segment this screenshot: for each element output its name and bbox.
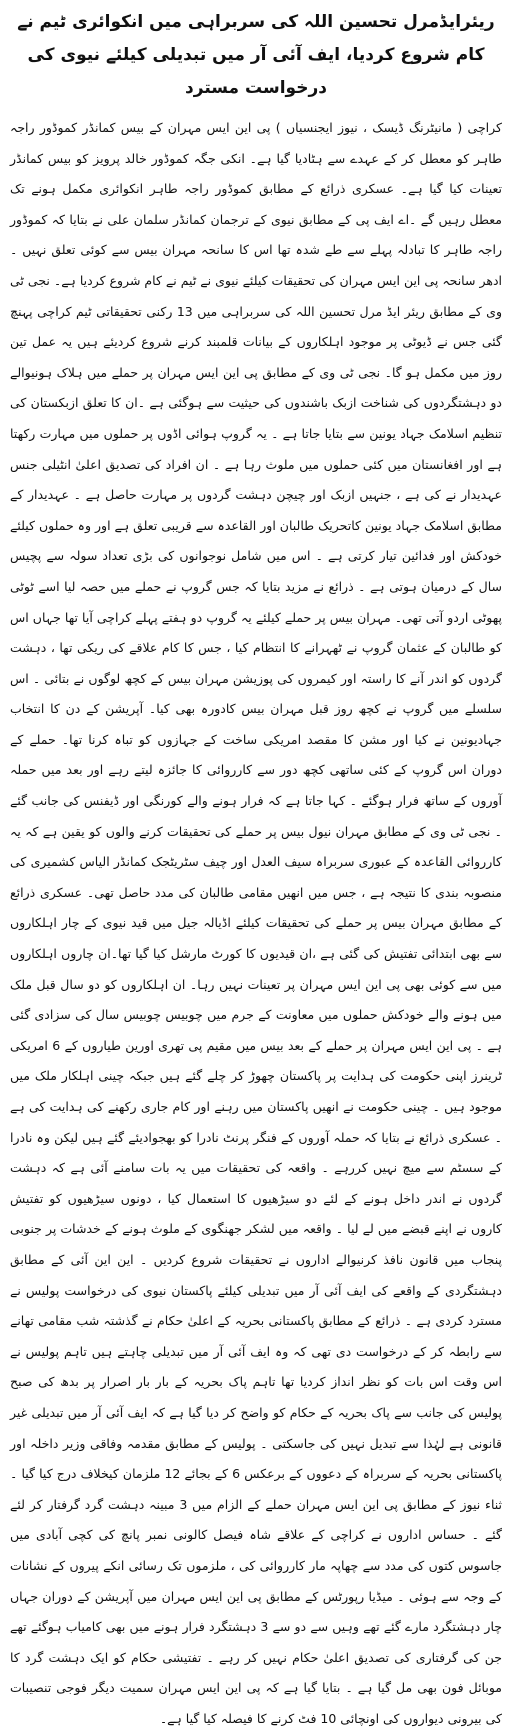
headline: ریئرایڈمرل تحسین اللہ کی سربراہی میں انکوائری ٹیم نے کام شروع کردیا، ایف آئی آر میں تبدیلی کیلئے نیوی کی درخواست مسترد xyxy=(17,12,495,98)
article-paragraph: کراچی ( مانیٹرنگ ڈیسک ، نیوز ایجنسیاں ) پی این ایس مہران کے بیس کمانڈر کموڈور راجہ طاہر کو معطل کر کے عہدے سے ہٹادیا گیا ہے۔ انکی جگہ کموڈور خالد پرویز کو بیس کمانڈر تعینات کیا گیا ہے۔ عسکری ذرائع کے مطابق کموڈور راجہ طاہر انکوائری مکمل ہونے تک معطل رہیں گے ۔اے ایف پی کے مطابق نیوی کے ترجمان کمانڈر سلمان علی نے بتایا کہ کموڈور راجہ طاہر کا تبادلہ پہلے سے طے شدہ تھا اس کا سانحہ مہران بیس سے کوئی تعلق نہیں ۔ ادھر سانحہ پی این ایس مہران کی تحقیقات کیلئے نیوی نے ٹیم نے کام شروع کردیا ہے۔ نجی ٹی وی کے مطابق ریئر ایڈ مرل تحسین اللہ کی سربراہی میں 13 رکنی تحقیقاتی ٹیم کراچی پہنچ گئی جس نے ڈیوٹی پر موجود اہلکاروں کے بیانات قلمبند کرنے شروع کردیئے ہیں یہ عمل تین روز میں مکمل ہو گا۔ نجی ٹی وی کے مطابق پی این ایس مہران پر حملے میں ہلاک ہونیوالے دو دہشتگردوں کی شناخت ازبک باشندوں کی حیثیت سے ہوگئی ہے ۔ان کا تعلق ازبکستان کی تنظیم اسلامک جہاد یونین سے بتایا جاتا ہے ۔ یہ گروپ ہوائی اڈوں پر حملوں میں مہارت رکھتا ہے اور افغانستان میں کئی حملوں میں ملوث رہا ہے ۔ ان افراد کی تصدیق اعلیٰ انٹیلی جنس عہدیدار نے کی ہے ، جنہیں ازبک اور چیچن دہشت گردوں پر مہارت حاصل ہے ۔ عہدیدار کے مطابق اسلامک جہاد یونین کاتحریک طالبان اور القاعدہ سے قریبی تعلق ہے اور وہ حملوں کیلئے خودکش اور فدائین تیار کرتی ہے ۔ اس میں شامل نوجوانوں کی بڑی تعداد سولہ سے پچیس سال کے درمیان ہوتی ہے ۔ ذرائع نے مزید بتایا کہ جس گروپ نے حملے میں حصہ لیا اسے ٹوٹی پھوٹی اردو آتی تھی۔ مہران بیس پر حملے کیلئے یہ گروپ دو ہفتے پہلے کراچی آیا تھا جہاں اس کو طالبان کے عثمان گروپ نے ٹھہرانے کا انتظام کیا ، جس کا کام علاقے کی ریکی تھا ، دہشت گردوں کو اندر آنے کا راستہ اور کیمروں کی پوزیشن مہران بیس کے کچھ لوگوں نے بتائی ۔ اس سلسلے میں گروپ نے کچھ روز قبل مہران بیس کادورہ بھی کیا۔ آپریشن کے دن کا انتخاب جہادیونین نے کیا اور مشن کا مقصد امریکی ساخت کے جہازوں کو تباہ کرنا تھا۔ حملے کے دوران اس گروپ کے کئی ساتھی کچھ دور سے کارروائی کا جائزہ لیتے رہے اور بعد میں حملہ آوروں کے ساتھ فرار ہوگئے ۔ کہا جاتا ہے کہ فرار ہونے والے کورنگی اور ڈیفنس کی جانب گئے ۔ نجی ٹی وی کے مطابق مہران نیول بیس پر حملے کی تحقیقات کرنے والوں کو یقین ہے کہ یہ کارروائی القاعدہ کے عبوری سربراہ سیف العدل اور چیف سٹریٹجک کمانڈر الیاس کشمیری کی منصوبہ بندی کا نتیجہ ہے ، جس میں انھیں مقامی طالبان کی مدد حاصل تھی۔ عسکری ذرائع کے مطابق مہران بیس پر حملے کی تحقیقات کیلئے اڈیالہ جیل میں قید نیوی کے چار اہلکاروں سے بھی ابتدائی تفتیش کی گئی ہے ،ان قیدیوں کا کورٹ مارشل کیا گیا تھا۔ان چاروں اہلکاروں میں سے کوئی بھی پی این ایس مہران پر تعینات نہیں رہا۔ ان اہلکاروں کو دو سال قبل ملک میں ہونے والے خودکش حملوں میں معاونت کے جرم میں چوبیس چوبیس سال کی سزادی گئی ہے ۔ پی این ایس مہران پر حملے کے بعد بیس میں مقیم پی تھری اورین طیاروں کے 6 امریکی ٹرینرز اپنی حکومت کی ہدایت پر پاکستان چھوڑ کر چلے گئے ہیں جبکہ چینی اہلکار ملک میں موجود ہیں ۔ چینی حکومت نے انھیں پاکستان میں رہنے اور کام جاری رکھنے کی ہدایت کی ہے ۔ عسکری ذرائع نے بتایا کہ حملہ آوروں کے فنگر پرنٹ نادرا کو بھجوادیئے گئے ہیں لیکن وہ نادرا کے سسٹم سے میچ نہیں کررہے ۔ واقعہ کی تحقیقات میں یہ بات سامنے آئی ہے کہ دہشت گردوں نے اندر داخل ہونے کے لئے دو سیڑھیوں کا استعمال کیا ، دونوں سیڑھیوں کو تفتیش کاروں نے اپنے قبضے میں لے لیا ۔ واقعہ میں لشکر جھنگوی کے ملوث ہونے کے خدشات پر جنوبی پنجاب میں قانون نافذ کرنیوالے اداروں نے تحقیقات شروع کردیں ۔ این این آئی کے مطابق دہشتگردی کے واقعے کی ایف آئی آر میں تبدیلی کیلئے پاکستان نیوی کی درخواست پولیس نے مسترد کردی ہے ۔ ذرائع کے مطابق پاکستانی بحریہ کے اعلیٰ حکام نے گذشتہ شب مقامی تھانے سے رابطہ کر کے درخواست دی تھی کہ وہ ایف آئی آر میں تبدیلی چاہتے ہیں تاہم پولیس نے اس وقت اس بات کو نظر انداز کردیا تھا تاہم پاک بحریہ کے بار بار اصرار پر بدھ کی صبح پولیس کی جانب سے پاک بحریہ کے حکام کو واضح کر دیا گیا ہے کہ ایف آئی آر میں تبدیلی غیر قانونی ہے لہٰذا سے تبدیل نہیں کی جاسکتی ۔ پولیس کے مطابق مقدمہ وفاقی وزیر داخلہ اور پاکستانی بحریہ کے سربراہ کے دعووں کے برعکس 6 کے بجائے 12 ملزمان کیخلاف درج کیا گیا ۔ ثناء نیوز کے مطابق پی این ایس مہران حملے کے الزام میں 3 مبینہ دہشت گرد گرفتار کر لئے گئے ۔ حساس اداروں نے کراچی کے علاقے شاہ فیصل کالونی نمبر پانچ کی کچی آبادی میں جاسوس کتوں کی مدد سے چھاپہ مار کارروائی کی ، ملزموں تک رسائی انکے پیروں کے نشانات کے وجہ سے ہوئی ۔ میڈیا رپورٹس کے مطابق پی این ایس مہران میں آپریشن کے دوران جہاں چار دہشتگرد مارے گئے تھے وہیں سے دو سے 3 دہشتگرد فرار ہونے میں بھی کامیاب ہوگئے تھے جن کی گرفتاری کی تصدیق اعلیٰ حکام نہیں کر رہے ۔ تفتیشی حکام کو ایک دہشت گرد کا موبائل فون بھی مل گیا ہے ۔ بتایا گیا ہے کہ پی این ایس مہران سمیت دیگر فوجی تنصیبات کی بیرونی دیواروں کی اونچائی 10 فٹ کرنے کا فیصلہ کیا گیا ہے۔ xyxy=(10,120,502,1726)
